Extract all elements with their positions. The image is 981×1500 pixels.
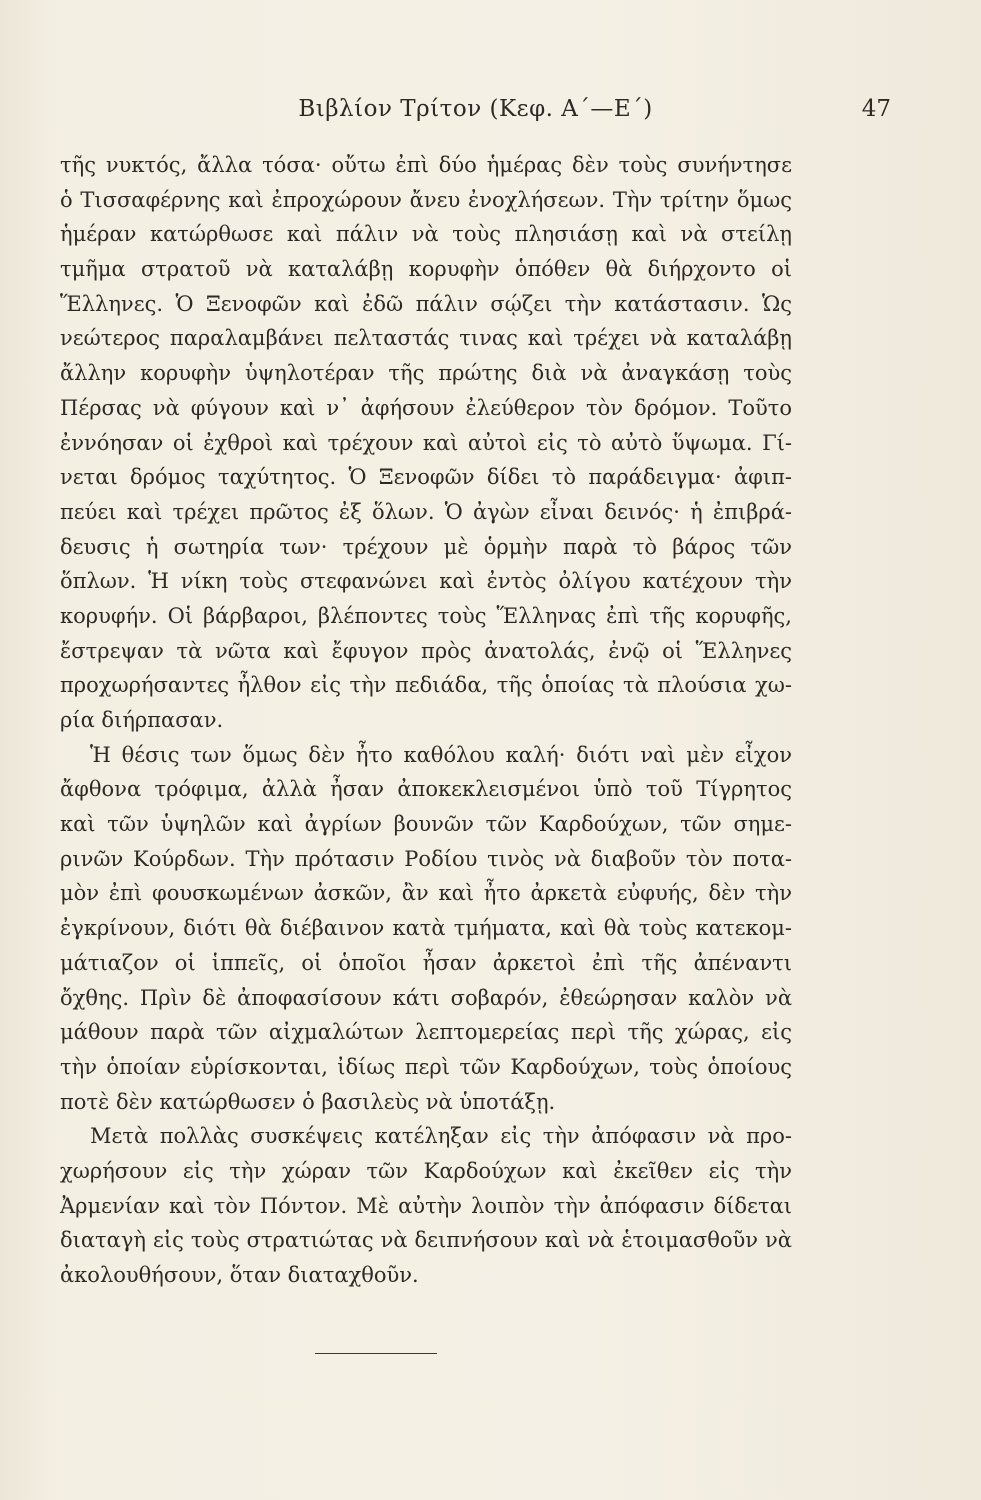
text-line: προχωρήσαντες ἦλθον εἰς τὴν πεδιάδα, τῆς ὁποίας τὰ πλούσια χω- — [60, 673, 792, 698]
text-line: διαταγὴ εἰς τοὺς στρατιώτας νὰ δειπνήσουν καὶ νὰ ἑτοιμασθοῦν νὰ — [60, 1228, 792, 1253]
text-line: καὶ τῶν ὑψηλῶν καὶ ἀγρίων βουνῶν τῶν Καρδούχων, τῶν σημε- — [60, 812, 792, 837]
text-line: δευσις ἡ σωτηρία των· τρέχουν μὲ ὁρμὴν παρὰ τὸ βάρος τῶν — [60, 534, 792, 559]
text-line: κορυφήν. Οἱ βάρβαροι, βλέποντες τοὺς Ἕλληνας ἐπὶ τῆς κορυφῆς, — [60, 603, 792, 628]
text-line: μάθουν παρὰ τῶν αἰχμαλώτων λεπτομερείας περὶ τῆς χώρας, εἰς — [60, 1020, 792, 1045]
text-line: χωρήσουν εἰς τὴν χώραν τῶν Καρδούχων καὶ ἐκεῖθεν εἰς τὴν — [60, 1158, 792, 1183]
text-line: ὅπλων. Ἡ νίκη τοὺς στεφανώνει καὶ ἐντὸς ὀλίγου κατέχουν τὴν — [60, 569, 792, 594]
text-line: ὁ Τισσαφέρνης καὶ ἐπροχώρουν ἄνευ ἐνοχλήσεων. Τὴν τρίτην ὅμως — [60, 187, 792, 212]
text-line: τῆς νυκτός, ἄλλα τόσα· οὔτω ἐπὶ δύο ἡμέρας δὲν τοὺς συνήντησε — [60, 153, 792, 177]
text-line: τὴν ὁποίαν εὑρίσκονται, ἰδίως περὶ τῶν Καρδούχων, τοὺς ὁποίους — [60, 1054, 792, 1079]
text-line: ἀκολουθήσουν, ὅταν διαταχθοῦν. — [60, 1263, 419, 1287]
text-line: πεύει καὶ τρέχει πρῶτος ἐξ ὅλων. Ὁ ἀγὼν εἶναι δεινός· ἡ ἐπιβρά- — [60, 499, 792, 524]
text-line: νεώτερος παραλαμβάνει πελταστάς τινας καὶ τρέχει νὰ καταλάβῃ — [60, 326, 792, 351]
text-line: ἐννόησαν οἱ ἐχθροὶ καὶ τρέχουν καὶ αὐτοὶ εἰς τὸ αὐτὸ ὕψωμα. Γί- — [60, 430, 792, 455]
paragraph-start: Μετὰ πολλὰς συσκέψεις κατέληξαν εἰς τὴν ἀπόφασιν νὰ προ- — [90, 1124, 792, 1149]
text-line: ρινῶν Κούρδων. Τὴν πρότασιν Ροδίου τινὸς νὰ διαβοῦν τὸν ποτα- — [60, 846, 792, 871]
text-line: ρία διήρπασαν. — [60, 708, 224, 732]
text-line: ἐγκρίνουν, διότι θὰ διέβαινον κατὰ τμήματα, καὶ θὰ τοὺς κατεκομ- — [60, 916, 792, 941]
text-line: Πέρσας νὰ φύγουν καὶ ν᾽ ἀφήσουν ἐλεύθερον τὸν δρόμον. Τοῦτο — [60, 395, 792, 420]
text-line: νεται δρόμος ταχύτητος. Ὁ Ξενοφῶν δίδει τὸ παράδειγμα· ἀφιπ- — [60, 465, 792, 490]
text-line: ὄχθης. Πρὶν δὲ ἀποφασίσουν κάτι σοβαρόν, ἐθεώρησαν καλὸν νὰ — [60, 985, 792, 1010]
body-text — [60, 148, 792, 1293]
text-line: τμῆμα στρατοῦ νὰ καταλάβῃ κορυφὴν ὁπόθεν θὰ διήρχοντο οἱ — [60, 257, 792, 282]
text-line: μὸν ἐπὶ φουσκωμένων ἀσκῶν, ἂν καὶ ἦτο ἀρκετὰ εὐφυής, δὲν τὴν — [60, 881, 792, 906]
text-line: ἄφθονα τρόφιμα, ἀλλὰ ἦσαν ἀποκεκλεισμένοι ὑπὸ τοῦ Τίγρητος — [60, 777, 792, 802]
text-line: Ἀρμενίαν καὶ τὸν Πόντον. Μὲ αὐτὴν λοιπὸν τὴν ἀπόφασιν δίδεται — [60, 1193, 792, 1218]
text-line: Ἕλληνες. Ὁ Ξενοφῶν καὶ ἐδῶ πάλιν σῴζει τὴν κατάστασιν. Ὡς — [60, 291, 792, 316]
paragraph-start: Ἡ θέσις των ὅμως δὲν ἦτο καθόλου καλή· διότι ναὶ μὲν εἶχον — [90, 742, 792, 767]
text-line: ἡμέραν κατώρθωσε καὶ πάλιν νὰ τοὺς πλησιάσῃ καὶ νὰ στείλῃ — [60, 222, 792, 247]
text-line: ἄλλην κορυφὴν ὑψηλοτέραν τῆς πρώτης διὰ νὰ ἀναγκάσῃ τοὺς — [60, 361, 792, 386]
text-line: μάτιαζον οἱ ἱππεῖς, οἱ ὁποῖοι ἦσαν ἀρκετοὶ ἐπὶ τῆς ἀπέναντι — [60, 950, 792, 975]
text-line: ἔστρεψαν τὰ νῶτα καὶ ἔφυγον πρὸς ἀνατολάς, ἐνῷ οἱ Ἕλληνες — [60, 638, 792, 663]
text-line: ποτὲ δὲν κατώρθωσεν ὁ βασιλεὺς νὰ ὑποτάξῃ. — [60, 1089, 556, 1114]
end-rule — [315, 1353, 437, 1354]
running-title: Βιβλίον Τρίτον (Κεφ. Α΄—Ε΄) — [298, 96, 653, 122]
page-number: 47 — [861, 96, 891, 122]
page-header — [60, 96, 891, 136]
